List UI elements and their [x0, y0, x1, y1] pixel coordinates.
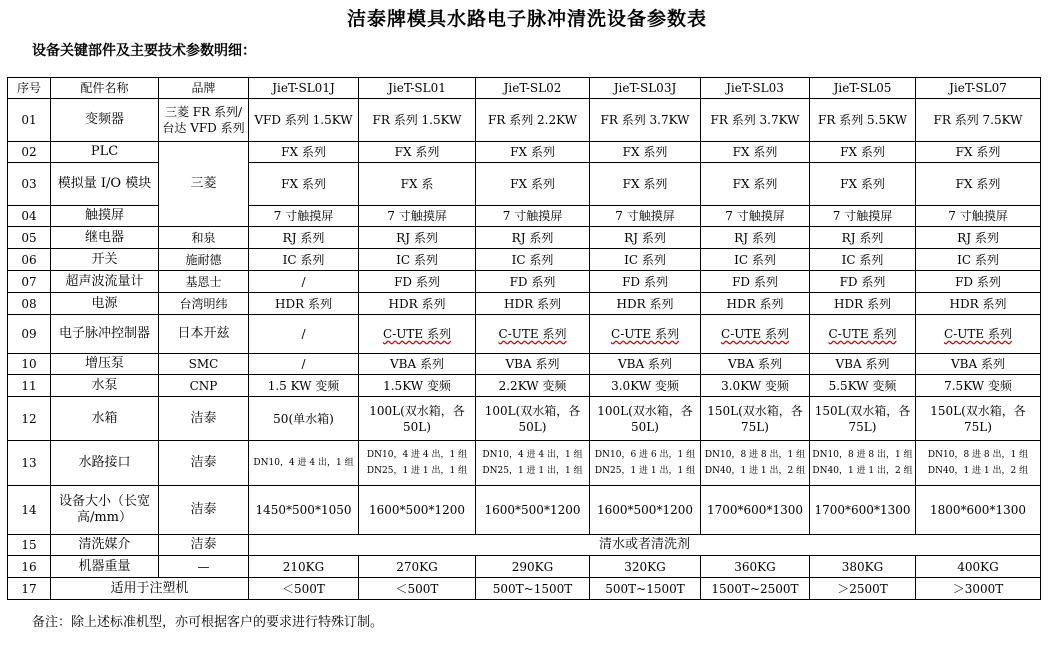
value-cell: 1600*500*1200 — [476, 486, 590, 535]
row-number: 15 — [8, 535, 51, 556]
header-cell: JieT-SL02 — [476, 78, 590, 99]
row-number: 10 — [8, 354, 51, 375]
row-number: 11 — [8, 375, 51, 397]
value-cell: 1800*600*1300 — [916, 486, 1041, 535]
value-cell: RJ 系列 — [359, 227, 476, 249]
value-cell: VBA 系列 — [810, 354, 916, 375]
value-cell: FX 系列 — [916, 163, 1041, 206]
spec-table — [7, 77, 1041, 600]
brand-cell: — — [159, 556, 249, 578]
value-cell: FX 系列 — [359, 142, 476, 163]
table-row — [8, 441, 1041, 486]
value-cell: 1700*600*1300 — [701, 486, 810, 535]
brand-cell: 台湾明纬 — [159, 293, 249, 315]
value-cell: 500T~1500T — [476, 578, 590, 600]
merged-value-cell: 清水或者清洗剂 — [249, 535, 1041, 556]
value-cell: 150L(双水箱，各 75L) — [916, 397, 1041, 441]
section-subtitle: 设备关键部件及主要技术参数明细： — [32, 43, 256, 59]
value-cell: 1600*500*1200 — [359, 486, 476, 535]
value-cell: DN10，4 进 4 出，1 组 DN25，1 进 1 出，1 组 — [359, 441, 476, 486]
brand-cell: 洁泰 — [159, 535, 249, 556]
part-name: 超声波流量计 — [51, 271, 159, 293]
value-cell: 3.0KW 变频 — [590, 375, 701, 397]
value-cell: 7 寸触摸屏 — [359, 206, 476, 227]
header-cell: JieT-SL07 — [916, 78, 1041, 99]
row-number: 04 — [8, 206, 51, 227]
part-name: 电源 — [51, 293, 159, 315]
value-cell: IC 系列 — [701, 249, 810, 271]
value-cell: FR 系列 1.5KW — [359, 99, 476, 142]
value-cell: 7 寸触摸屏 — [476, 206, 590, 227]
value-cell: FR 系列 3.7KW — [701, 99, 810, 142]
value-cell: FX 系列 — [916, 142, 1041, 163]
value-cell: HDR 系列 — [359, 293, 476, 315]
value-cell: ＜500T — [359, 578, 476, 600]
brand-cell: CNP — [159, 375, 249, 397]
table-row — [8, 315, 1041, 354]
value-cell: RJ 系列 — [476, 227, 590, 249]
value-cell: FX 系列 — [701, 163, 810, 206]
value-cell: VBA 系列 — [916, 354, 1041, 375]
table-row — [8, 556, 1041, 578]
row-number: 03 — [8, 163, 51, 206]
value-cell: 500T~1500T — [590, 578, 701, 600]
table-row — [8, 271, 1041, 293]
part-name: 增压泵 — [51, 354, 159, 375]
value-cell: 360KG — [701, 556, 810, 578]
value-cell: HDR 系列 — [476, 293, 590, 315]
brand-cell: 基恩士 — [159, 271, 249, 293]
value-cell: 7 寸触摸屏 — [701, 206, 810, 227]
value-cell: 380KG — [810, 556, 916, 578]
value-cell: HDR 系列 — [810, 293, 916, 315]
value-cell: 1450*500*1050 — [249, 486, 359, 535]
row-number: 17 — [8, 578, 51, 600]
row-number: 07 — [8, 271, 51, 293]
value-cell: FD 系列 — [916, 271, 1041, 293]
value-cell: FR 系列 3.7KW — [590, 99, 701, 142]
value-cell: ＞3000T — [916, 578, 1041, 600]
value-cell: 1500T~2500T — [701, 578, 810, 600]
table-row — [8, 486, 1041, 535]
table-row — [8, 375, 1041, 397]
value-cell: ＞2500T — [810, 578, 916, 600]
value-cell: C-UTE 系列 — [590, 315, 701, 354]
part-name: 清洗媒介 — [51, 535, 159, 556]
value-cell: / — [249, 315, 359, 354]
header-cell: JieT-SL03 — [701, 78, 810, 99]
brand-cell: SMC — [159, 354, 249, 375]
value-cell: 290KG — [476, 556, 590, 578]
part-name: 水泵 — [51, 375, 159, 397]
value-cell: RJ 系列 — [701, 227, 810, 249]
row-number: 05 — [8, 227, 51, 249]
value-cell: C-UTE 系列 — [810, 315, 916, 354]
table-row — [8, 99, 1041, 142]
value-cell: FX 系列 — [701, 142, 810, 163]
value-cell: HDR 系列 — [916, 293, 1041, 315]
part-name: 模拟量 I/O 模块 — [51, 163, 159, 206]
value-cell: 210KG — [249, 556, 359, 578]
value-cell: C-UTE 系列 — [701, 315, 810, 354]
row-number: 01 — [8, 99, 51, 142]
value-cell: IC 系列 — [810, 249, 916, 271]
value-cell: FX 系列 — [590, 163, 701, 206]
value-cell: RJ 系列 — [916, 227, 1041, 249]
value-cell: RJ 系列 — [590, 227, 701, 249]
row-number: 08 — [8, 293, 51, 315]
value-cell: 1.5 KW 变频 — [249, 375, 359, 397]
value-cell: FD 系列 — [810, 271, 916, 293]
part-name: 适用于注塑机 — [51, 578, 249, 600]
part-name: 开关 — [51, 249, 159, 271]
value-cell: 7 寸触摸屏 — [249, 206, 359, 227]
table-row — [8, 354, 1041, 375]
table-row — [8, 142, 1041, 163]
table-row — [8, 535, 1041, 556]
table-row — [8, 227, 1041, 249]
part-name: 设备大小（长宽高/mm） — [51, 486, 159, 535]
value-cell: FR 系列 5.5KW — [810, 99, 916, 142]
header-cell: JieT-SL01J — [249, 78, 359, 99]
value-cell: FX 系列 — [810, 142, 916, 163]
table-row — [8, 293, 1041, 315]
header-cell: 序号 — [8, 78, 51, 99]
brand-cell: 洁泰 — [159, 486, 249, 535]
value-cell: 5.5KW 变频 — [810, 375, 916, 397]
brand-cell: 三菱 FR 系列/台达 VFD 系列 — [159, 99, 249, 142]
table-row — [8, 578, 1041, 600]
value-cell: 7 寸触摸屏 — [590, 206, 701, 227]
value-cell: 1.5KW 变频 — [359, 375, 476, 397]
footnote: 备注：除上述标准机型，亦可根据客户的要求进行特殊订制。 — [32, 615, 384, 630]
row-number: 02 — [8, 142, 51, 163]
part-name: 继电器 — [51, 227, 159, 249]
value-cell: HDR 系列 — [249, 293, 359, 315]
row-number: 12 — [8, 397, 51, 441]
value-cell: 400KG — [916, 556, 1041, 578]
value-cell: RJ 系列 — [810, 227, 916, 249]
value-cell: DN10，4 进 4 出，1 组 DN25，1 进 1 出，1 组 — [476, 441, 590, 486]
value-cell: DN10，8 进 8 出，1 组 DN40，1 进 1 出，2 组 — [916, 441, 1041, 486]
value-cell: VBA 系列 — [701, 354, 810, 375]
value-cell: FR 系列 2.2KW — [476, 99, 590, 142]
value-cell: FX 系列 — [590, 142, 701, 163]
header-cell: 品牌 — [159, 78, 249, 99]
value-cell: C-UTE 系列 — [916, 315, 1041, 354]
value-cell: DN10，8 进 8 出，1 组 DN40，1 进 1 出，2 组 — [810, 441, 916, 486]
brand-cell: 三菱 — [159, 142, 249, 227]
part-name: PLC — [51, 142, 159, 163]
value-cell: IC 系列 — [590, 249, 701, 271]
part-name: 电子脉冲控制器 — [51, 315, 159, 354]
value-cell: FX 系列 — [810, 163, 916, 206]
value-cell: / — [249, 354, 359, 375]
header-cell: JieT-SL03J — [590, 78, 701, 99]
value-cell: 50(单水箱) — [249, 397, 359, 441]
value-cell: FX 系列 — [476, 163, 590, 206]
value-cell: FD 系列 — [359, 271, 476, 293]
value-cell: FD 系列 — [590, 271, 701, 293]
row-number: 14 — [8, 486, 51, 535]
part-name: 触摸屏 — [51, 206, 159, 227]
value-cell: FD 系列 — [476, 271, 590, 293]
part-name: 变频器 — [51, 99, 159, 142]
value-cell: C-UTE 系列 — [359, 315, 476, 354]
value-cell: 3.0KW 变频 — [701, 375, 810, 397]
row-number: 06 — [8, 249, 51, 271]
value-cell: 2.2KW 变频 — [476, 375, 590, 397]
value-cell: 100L(双水箱，各 50L) — [590, 397, 701, 441]
document-title: 洁泰牌模具水路电子脉冲清洗设备参数表 — [346, 8, 707, 30]
value-cell: IC 系列 — [359, 249, 476, 271]
value-cell: FX 系 — [359, 163, 476, 206]
value-cell: 7 寸触摸屏 — [916, 206, 1041, 227]
value-cell: FX 系列 — [476, 142, 590, 163]
row-number: 13 — [8, 441, 51, 486]
part-name: 水箱 — [51, 397, 159, 441]
part-name: 水路接口 — [51, 441, 159, 486]
value-cell: DN10，6 进 6 出，1 组 DN25，1 进 1 出，1 组 — [590, 441, 701, 486]
table-row — [8, 397, 1041, 441]
value-cell: DN10，4 进 4 出，1 组 — [249, 441, 359, 486]
header-cell: JieT-SL01 — [359, 78, 476, 99]
value-cell: FR 系列 7.5KW — [916, 99, 1041, 142]
value-cell: DN10，8 进 8 出，1 组 DN40，1 进 1 出，2 组 — [701, 441, 810, 486]
value-cell: IC 系列 — [249, 249, 359, 271]
row-number: 16 — [8, 556, 51, 578]
value-cell: VBA 系列 — [590, 354, 701, 375]
value-cell: FX 系列 — [249, 163, 359, 206]
value-cell: 1700*600*1300 — [810, 486, 916, 535]
value-cell: VBA 系列 — [359, 354, 476, 375]
value-cell: C-UTE 系列 — [476, 315, 590, 354]
value-cell: VBA 系列 — [476, 354, 590, 375]
brand-cell: 洁泰 — [159, 441, 249, 486]
value-cell: 7 寸触摸屏 — [810, 206, 916, 227]
value-cell: ＜500T — [249, 578, 359, 600]
value-cell: 7.5KW 变频 — [916, 375, 1041, 397]
value-cell: / — [249, 271, 359, 293]
value-cell: IC 系列 — [916, 249, 1041, 271]
brand-cell: 施耐德 — [159, 249, 249, 271]
value-cell: HDR 系列 — [590, 293, 701, 315]
value-cell: FX 系列 — [249, 142, 359, 163]
header-cell: JieT-SL05 — [810, 78, 916, 99]
value-cell: 100L(双水箱，各 50L) — [359, 397, 476, 441]
value-cell: FD 系列 — [701, 271, 810, 293]
brand-cell: 和泉 — [159, 227, 249, 249]
value-cell: IC 系列 — [476, 249, 590, 271]
value-cell: 100L(双水箱，各 50L) — [476, 397, 590, 441]
value-cell: 150L(双水箱，各 75L) — [701, 397, 810, 441]
row-number: 09 — [8, 315, 51, 354]
header-cell: 配件名称 — [51, 78, 159, 99]
table-row — [8, 249, 1041, 271]
value-cell: 1600*500*1200 — [590, 486, 701, 535]
value-cell: VFD 系列 1.5KW — [249, 99, 359, 142]
brand-cell: 洁泰 — [159, 397, 249, 441]
value-cell: HDR 系列 — [701, 293, 810, 315]
value-cell: RJ 系列 — [249, 227, 359, 249]
header-row — [8, 78, 1041, 99]
value-cell: 320KG — [590, 556, 701, 578]
brand-cell: 日本开兹 — [159, 315, 249, 354]
value-cell: 150L(双水箱，各 75L) — [810, 397, 916, 441]
value-cell: 270KG — [359, 556, 476, 578]
part-name: 机器重量 — [51, 556, 159, 578]
